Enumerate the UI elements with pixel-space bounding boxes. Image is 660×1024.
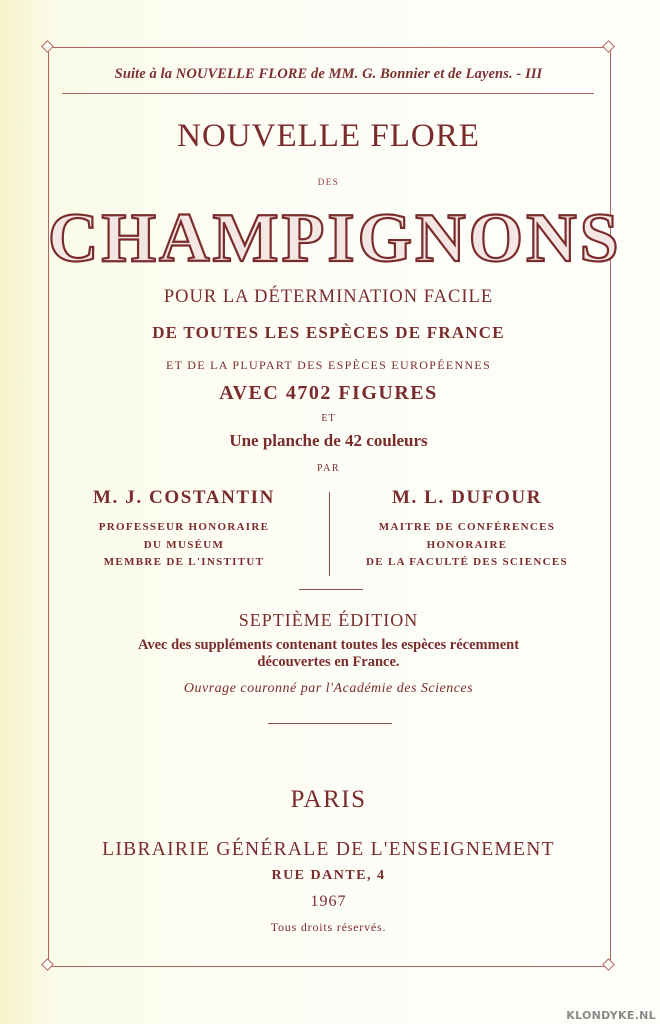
subtitle-line2: DE TOUTES LES ESPÈCES DE FRANCE: [152, 323, 505, 342]
authors-divider: [329, 492, 330, 576]
author-name: M. L. DUFOUR: [391, 487, 543, 508]
imprint-city: PARIS: [290, 786, 367, 813]
planche-line: Une planche de 42 couleurs: [229, 431, 428, 450]
header-rule: [62, 93, 594, 94]
author-role: DE LA FACULTÉ DES SCIENCES: [366, 556, 568, 568]
watermark: KLONDYKE.NL: [566, 1009, 656, 1022]
imprint-publisher: LIBRAIRIE GÉNÉRALE DE L'ENSEIGNEMENT: [102, 839, 555, 860]
conjunction-par: PAR: [316, 463, 341, 474]
author-role: HONORAIRE: [426, 538, 508, 551]
award-line: Ouvrage couronné par l'Académie des Sciences: [183, 681, 474, 696]
section-divider: [268, 723, 392, 724]
author-costantin: [68, 487, 300, 572]
section-divider: [299, 589, 363, 590]
author-role: DU MUSÉUM: [143, 538, 225, 551]
author-name: M. J. COSTANTIN: [93, 487, 275, 508]
title-line1: NOUVELLE FLORE: [177, 118, 480, 154]
subtitle-line3: ET DE LA PLUPART DES ESPÈCES EUROPÉENNES: [165, 358, 492, 372]
conjunction-et: ET: [321, 413, 336, 424]
supplements-line1: Avec des suppléments contenant toutes les espèces récemment: [137, 637, 520, 653]
edition-label: SEPTIÈME ÉDITION: [238, 610, 419, 630]
subtitle-line1: POUR LA DÉTERMINATION FACILE: [163, 287, 494, 307]
author-role: MEMBRE DE L'INSTITUT: [103, 556, 265, 568]
author-role: MAITRE DE CONFÉRENCES: [378, 521, 556, 533]
series-line: Suite à la NOUVELLE FLORE de MM. G. Bonnier et de Layens. - III: [114, 66, 543, 82]
author-dufour: [338, 487, 596, 572]
imprint-address: RUE DANTE, 4: [271, 868, 386, 883]
main-title: CHAMPIGNONS: [48, 200, 622, 277]
imprint-rights: Tous droits réservés.: [270, 920, 387, 934]
supplements-line2: découvertes en France.: [257, 654, 400, 670]
figures-count: AVEC 4702 FIGURES: [219, 382, 438, 404]
author-role: PROFESSEUR HONORAIRE: [98, 521, 270, 533]
title-des: DES: [317, 177, 340, 187]
imprint-year: 1967: [310, 893, 347, 910]
